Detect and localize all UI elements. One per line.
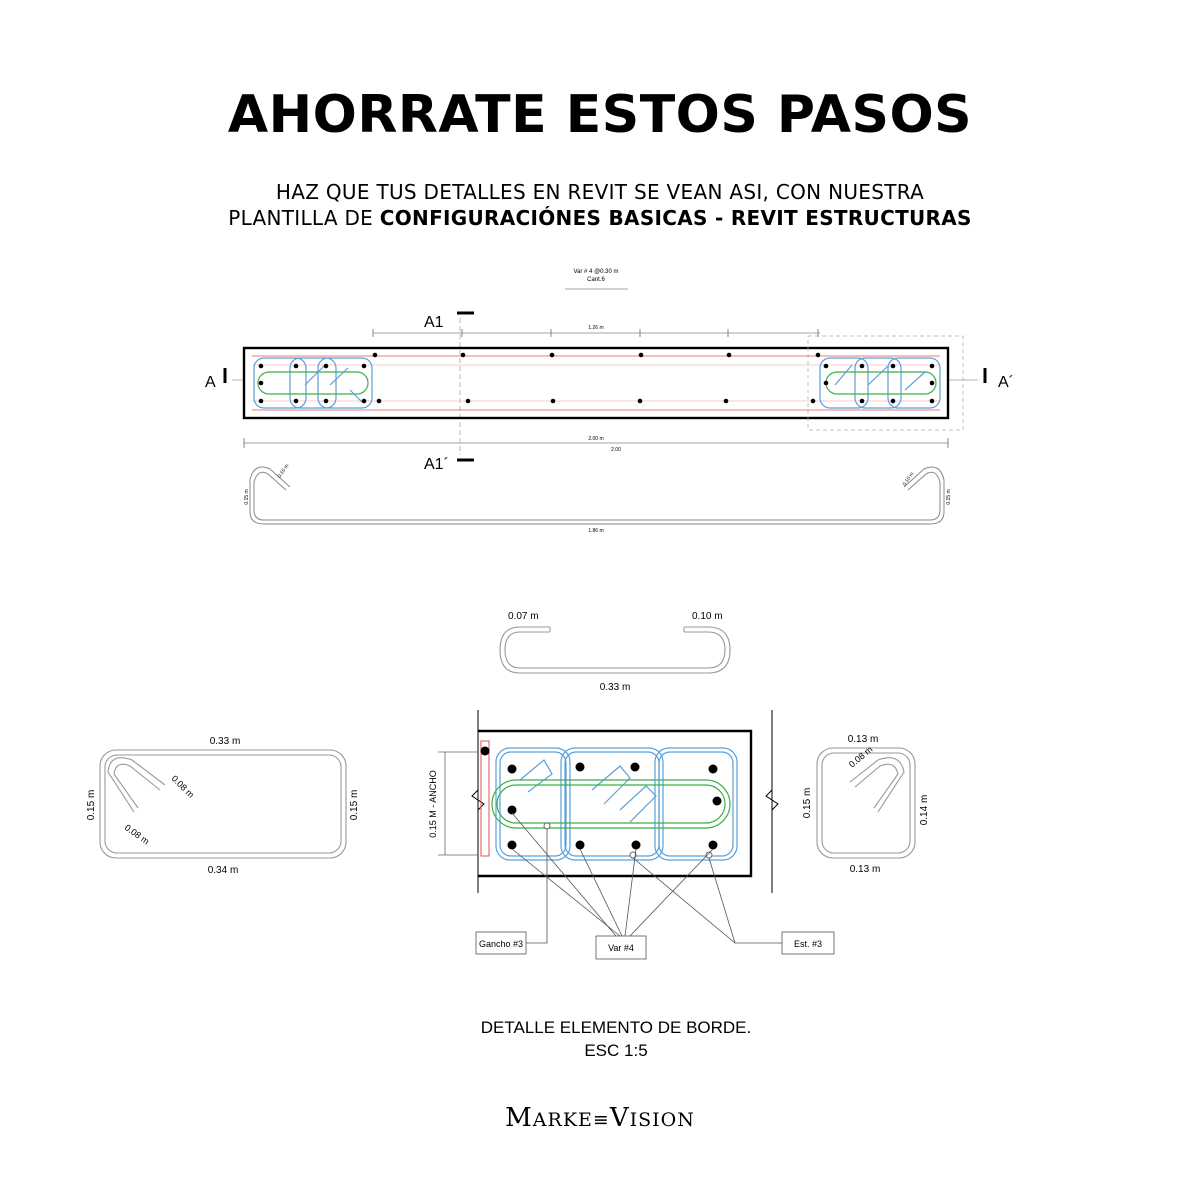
bar-left-height: 0.15 m	[244, 489, 250, 505]
stirrup-bottom: 0.34 m	[207, 865, 239, 876]
small-stirrup-right: 0.14 m	[919, 794, 930, 826]
hook-right-label: 0.10 m	[692, 611, 723, 622]
stirrup-top: 0.33 m	[209, 736, 241, 747]
small-stirrup-top: 0.13 m	[847, 734, 879, 745]
callout-est: Est. #3	[793, 939, 823, 949]
spacing-dimension: 1.26 m	[588, 325, 604, 331]
section-height-label: 0.15 M - ANCHO	[428, 770, 438, 838]
plan-view	[205, 269, 1014, 534]
small-stirrup-shape	[802, 734, 930, 875]
logo-arke: ARKE	[532, 1109, 593, 1131]
section-a1-label: A1	[424, 314, 444, 331]
logo-separator: ≡	[592, 1109, 610, 1131]
small-stirrup-bottom: 0.13 m	[849, 864, 881, 875]
hook-shape	[500, 611, 730, 693]
overall-dimension: 2.00 m	[588, 436, 604, 442]
bar-length: 1.86 m	[588, 528, 604, 534]
longitudinal-bar-shape	[250, 467, 944, 524]
hook-left-label: 0.07 m	[508, 611, 539, 622]
plan-note-line-1: Var # 4 @0.30 m	[573, 269, 619, 275]
overall-dimension-2: 2.00	[611, 447, 621, 453]
logo-v: V	[609, 1103, 630, 1133]
small-stirrup-hook: 0.08 m	[846, 744, 875, 770]
left-boundary-element	[254, 358, 372, 408]
brand-logo	[0, 1103, 1200, 1133]
stirrup-hook-a: 0.08 m	[169, 773, 197, 800]
logo-ision: ISION	[629, 1109, 695, 1131]
subtitle-product: CONFIGURACIÓNES BASICAS - REVIT ESTRUCTURAS	[379, 206, 972, 230]
large-stirrup-shape	[86, 736, 360, 876]
stirrup-hook-b: 0.08 m	[122, 822, 152, 847]
stirrup-right: 0.15 m	[349, 789, 360, 821]
plan-rebar-dots	[259, 353, 935, 404]
bar-left-hook: 0.10 m	[276, 463, 291, 480]
plan-note-line-2: Cant.6	[587, 277, 605, 283]
section-a-prime-label: A´	[998, 374, 1014, 391]
section-detail	[428, 710, 834, 959]
caption-line-2: ESC 1:5	[584, 1041, 648, 1060]
bar-right-hook: 0.10 m	[901, 471, 916, 488]
section-a1-prime-label: A1´	[424, 456, 449, 473]
page-title: AHORRATE ESTOS PASOS	[227, 85, 973, 145]
subtitle-prefix: PLANTILLA DE	[228, 206, 380, 230]
caption-line-1: DETALLE ELEMENTO DE BORDE.	[480, 1018, 752, 1037]
subtitle-line-1: HAZ QUE TUS DETALLES EN REVIT SE VEAN ASI, CON NUESTRA	[275, 180, 925, 204]
callout-gancho: Gancho #3	[478, 939, 524, 949]
bar-right-height: 0.15 m	[946, 489, 952, 505]
logo-m: M	[505, 1103, 533, 1133]
small-stirrup-left: 0.15 m	[802, 787, 813, 819]
stirrup-left: 0.15 m	[86, 789, 97, 821]
callout-var: Var #4	[608, 943, 634, 953]
right-boundary-element	[808, 336, 963, 430]
hook-length: 0.33 m	[599, 682, 631, 693]
section-a-label: A	[205, 374, 216, 391]
